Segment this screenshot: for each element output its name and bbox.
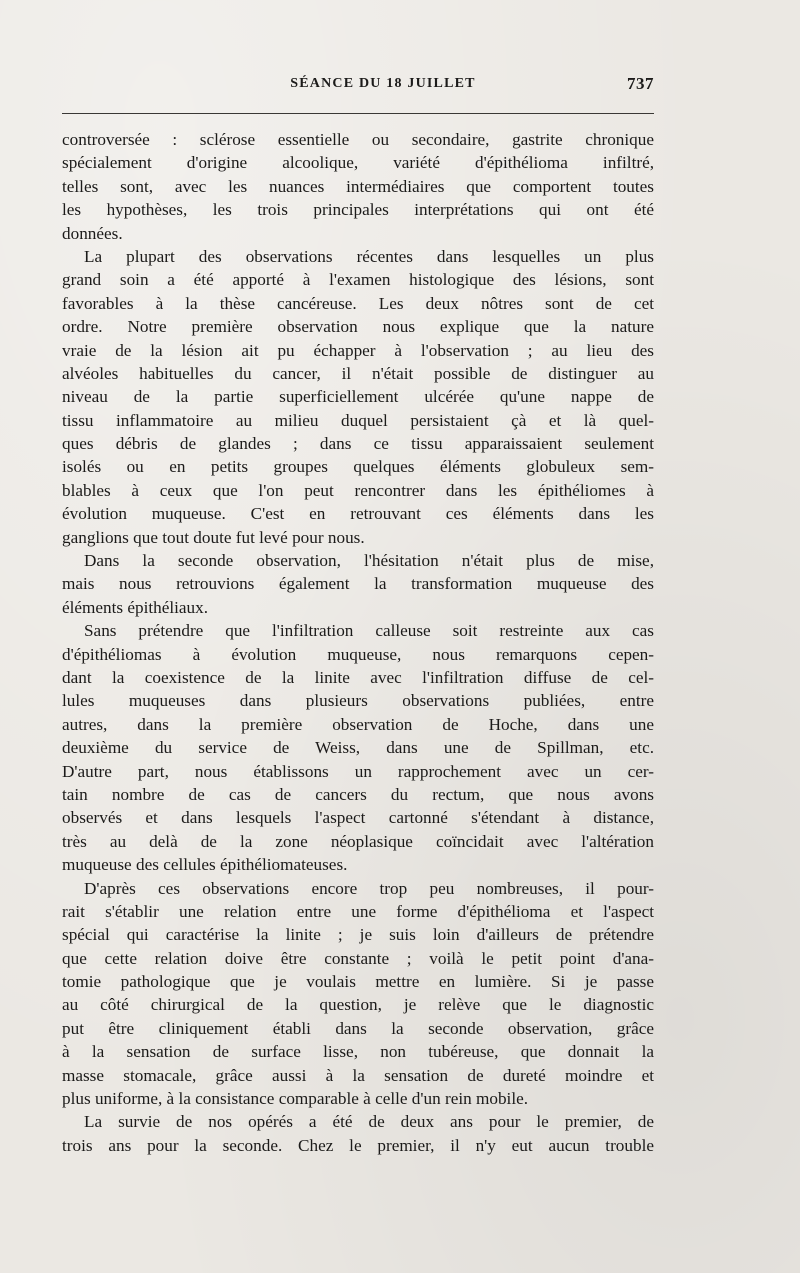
page-header bbox=[62, 76, 654, 102]
text-line: spécialement d'origine alcoolique, variété d'épithélioma infiltré, bbox=[62, 153, 654, 173]
text-line: alvéoles habituelles du cancer, il n'était possible de distinguer au bbox=[62, 363, 654, 383]
text-line: tissu inflammatoire au milieu duquel persistaient çà et là quel- bbox=[62, 410, 654, 430]
paragraph bbox=[62, 245, 654, 549]
text-line: masse stomacale, grâce aussi à la sensation de dureté moindre et bbox=[62, 1065, 654, 1085]
paragraph bbox=[62, 1110, 654, 1157]
text-line: telles sont, avec les nuances intermédiaires que comportent toutes bbox=[62, 176, 654, 196]
text-line: spécial qui caractérise la linite ; je suis loin d'ailleurs de prétendre bbox=[62, 925, 654, 945]
paragraph bbox=[62, 128, 654, 245]
text-line: ques débris de glandes ; dans ce tissu apparaissaient seulement bbox=[62, 434, 654, 454]
text-line: plus uniforme, à la consistance comparable à celle d'un rein mobile. bbox=[62, 1089, 529, 1109]
text-line: D'autre part, nous établissons un rapprochement avec un cer- bbox=[62, 761, 654, 781]
text-line: Dans la seconde observation, l'hésitation n'était plus de mise, bbox=[84, 551, 654, 571]
text-line: à la sensation de surface lisse, non tubéreuse, que donnait la bbox=[62, 1042, 654, 1062]
text-line: éléments épithéliaux. bbox=[62, 597, 209, 617]
text-line: que cette relation doive être constante ; voilà le petit point d'ana- bbox=[62, 948, 654, 968]
body-text bbox=[62, 128, 654, 1157]
text-line: vraie de la lésion ait pu échapper à l'observation ; au lieu des bbox=[62, 340, 654, 360]
text-line: tain nombre de cas de cancers du rectum, que nous avons bbox=[62, 784, 654, 804]
text-line: les hypothèses, les trois principales interprétations qui ont été bbox=[62, 200, 654, 220]
text-line: controversée : sclérose essentielle ou secondaire, gastrite chronique bbox=[62, 130, 654, 149]
text-line: lules muqueuses dans plusieurs observations publiées, entre bbox=[62, 691, 654, 711]
text-line: deuxième du service de Weiss, dans une de Spillman, etc. bbox=[62, 738, 654, 758]
text-line: isolés ou en petits groupes quelques éléments globuleux sem- bbox=[62, 457, 654, 477]
paragraph bbox=[62, 877, 654, 1111]
text-line: tomie pathologique que je voulais mettre en lumière. Si je passe bbox=[62, 972, 654, 992]
text-line: muqueuse des cellules épithéliomateuses. bbox=[62, 855, 348, 875]
text-line: rait s'établir une relation entre une forme d'épithélioma et l'aspect bbox=[62, 901, 654, 921]
text-line: d'épithéliomas à évolution muqueuse, nous remarquons cepen- bbox=[62, 644, 654, 664]
text-line: mais nous retrouvions également la transformation muqueuse des bbox=[62, 574, 654, 594]
text-line: au côté chirurgical de la question, je relève que le diagnostic bbox=[62, 995, 654, 1015]
text-line: évolution muqueuse. C'est en retrouvant ces éléments dans les bbox=[62, 504, 654, 524]
text-line: D'après ces observations encore trop peu nombreuses, il pour- bbox=[84, 878, 654, 898]
text-line: niveau de la partie superficiellement ulcérée qu'une nappe de bbox=[62, 387, 654, 407]
text-line: dant la coexistence de la linite avec l'infiltration diffuse de cel- bbox=[62, 667, 654, 687]
page-number: 737 bbox=[627, 74, 654, 93]
text-line: grand soin a été apporté à l'examen histologique des lésions, sont bbox=[62, 270, 654, 290]
text-line: ordre. Notre première observation nous explique que la nature bbox=[62, 317, 654, 337]
text-line: très au delà de la zone néoplasique coïncidait avec l'altération bbox=[62, 831, 654, 851]
running-title: SÉANCE DU 18 JUILLET bbox=[290, 76, 476, 91]
text-line: observés et dans lesquels l'aspect cartonné s'étendant à distance, bbox=[62, 808, 654, 828]
text-line: La survie de nos opérés a été de deux ans pour le premier, de bbox=[84, 1112, 654, 1132]
text-line: autres, dans la première observation de Hoche, dans une bbox=[62, 714, 654, 734]
text-line: put être cliniquement établi dans la seconde observation, grâce bbox=[62, 1018, 654, 1038]
text-line: trois ans pour la seconde. Chez le premier, il n'y eut aucun trouble bbox=[62, 1135, 654, 1155]
paragraph bbox=[62, 619, 654, 876]
header-rule bbox=[62, 113, 654, 114]
text-line: La plupart des observations récentes dans lesquelles un plus bbox=[84, 246, 654, 266]
text-line: données. bbox=[62, 223, 123, 243]
text-line: blables à ceux que l'on peut rencontrer dans les épithéliomes à bbox=[62, 480, 654, 500]
text-line: Sans prétendre que l'infiltration calleuse soit restreinte aux cas bbox=[84, 621, 654, 641]
paragraph bbox=[62, 549, 654, 619]
text-line: ganglions que tout doute fut levé pour nous. bbox=[62, 527, 365, 547]
text-line: favorables à la thèse cancéreuse. Les deux nôtres sont de cet bbox=[62, 293, 654, 313]
